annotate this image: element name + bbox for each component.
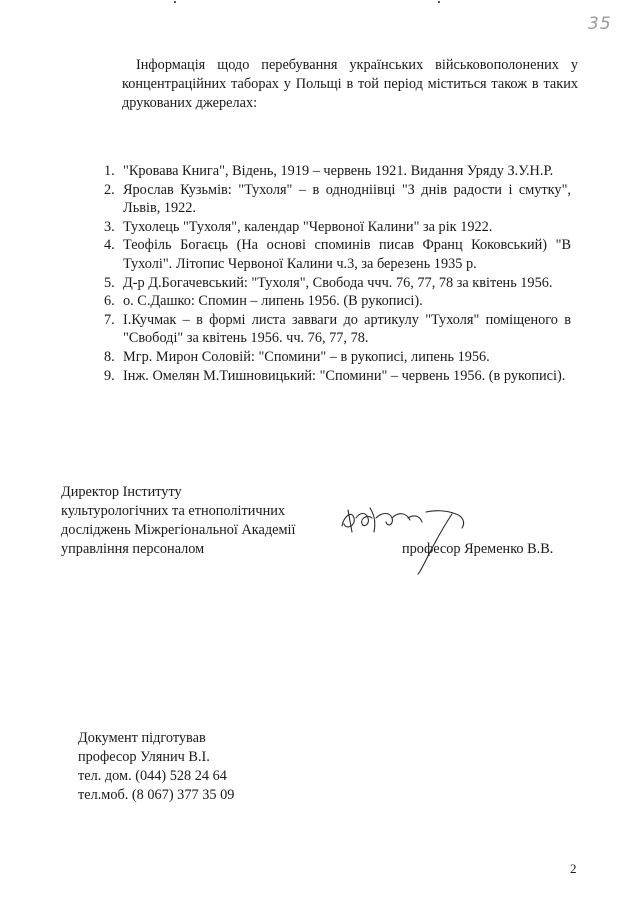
intro-paragraph: Інформація щодо перебування українських військовополонених у концентраційних таборах у Польщі в той період міститься також в таких друкованих джерелах:: [122, 57, 578, 111]
director-line: культурологічних та етнополітичних: [61, 503, 286, 519]
list-item: 8. Мгр. Мирон Соловій: "Спомини" – в рукописі, липень 1956.: [104, 348, 490, 365]
director-title-block: [61, 483, 341, 559]
list-item: 5. Д-р Д.Богачевський: "Тухоля", Свобода ччч. 76, 77, 78 за квітень 1956.: [104, 274, 553, 291]
director-line: досліджень Міжрегіональної Академії: [61, 522, 296, 538]
list-item: 3. Тухолець "Тухоля", календар "Червоної Калини" за рік 1922.: [104, 218, 493, 235]
list-item: 6. о. С.Дашко: Спомин – липень 1956. (В рукописі).: [104, 293, 423, 310]
prepared-line: професор Улянич В.І.: [78, 749, 210, 765]
list-item: 9. Інж. Омелян М.Тишновицький: "Спомини" – червень 1956. (в рукописі).: [104, 367, 566, 384]
list-item: 2. Ярослав Кузьмів: "Тухоля" – в однодніівці "З днів радости і смутку", Львів, 1922.: [104, 181, 571, 217]
scan-mark: [174, 1, 176, 3]
signature-image: [334, 488, 474, 578]
prepared-by-block: [78, 729, 338, 805]
prepared-line: тел. дом. (044) 528 24 64: [78, 768, 227, 784]
scan-mark: [438, 1, 440, 3]
prepared-line: тел.моб. (8 067) 377 35 09: [78, 787, 235, 803]
handwritten-page-number: 35: [588, 14, 612, 34]
prepared-line: Документ підготував: [78, 730, 206, 746]
director-name: професор Яременко В.В.: [402, 541, 554, 557]
list-item: 7. І.Кучмак – в формі листа завваги до артикулу "Тухоля" поміщеного в "Свободі" за квітень 1956. чч. 76, 77, 78.: [104, 311, 571, 347]
list-item: 4. Теофіль Богаєць (На основі споминів писав Франц Коковський) "В Тухолі". Літопис Червоної Калини ч.3, за березень 1935 р.: [104, 237, 571, 272]
page-number: 2: [570, 861, 577, 876]
director-line: Директор Інституту: [61, 484, 182, 500]
list-item: 1. "Кровава Книга", Відень, 1919 – червень 1921. Видання Уряду З.У.Н.Р.: [104, 163, 554, 179]
sources-list: [104, 162, 571, 385]
director-line: управління персоналом: [61, 541, 205, 557]
